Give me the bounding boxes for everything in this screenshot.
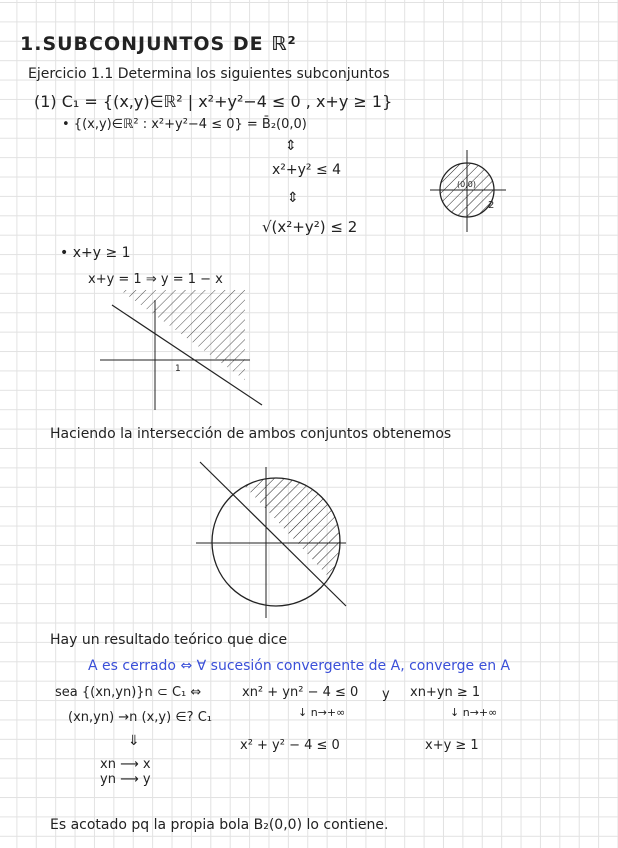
sequence-condition-2: xn+yn ≥ 1 bbox=[410, 685, 481, 700]
theorem-statement: A es cerrado ⇔ ∀ sucesión convergente de A, converge en A bbox=[88, 658, 511, 674]
limit-label: n→+∞ bbox=[462, 706, 498, 719]
limit-statement: (xn,yn) →n (x,y) ∈? C₁ bbox=[68, 710, 212, 725]
limit-result-2: x+y ≥ 1 bbox=[425, 738, 479, 753]
circle-center-label: (0,0) bbox=[457, 180, 476, 189]
limit-arrow-1: ↓ n→+∞ bbox=[298, 706, 346, 719]
ball-definition: • {(x,y)∈ℝ² : x²+y²−4 ≤ 0} = B̄₂(0,0) bbox=[62, 117, 307, 132]
intersection-text: Haciendo la intersección de ambos conjuntos obtenemos bbox=[50, 426, 452, 442]
yn-limit: yn ⟶ y bbox=[100, 772, 151, 787]
half-plane-sketch bbox=[100, 290, 262, 410]
set-definition: (1) C₁ = {(x,y)∈ℝ² | x²+y²−4 ≤ 0 , x+y ≥ 1} bbox=[34, 92, 393, 111]
inequality-squared: x²+y² ≤ 4 bbox=[272, 162, 342, 178]
limit-label: n→+∞ bbox=[310, 706, 346, 719]
exercise-heading: Ejercicio 1.1 Determina los siguientes subconjuntos bbox=[28, 66, 390, 82]
bounded-statement: Es acotado pq la propia bola B₂(0,0) lo contiene. bbox=[50, 817, 389, 833]
limit-result-1: x² + y² − 4 ≤ 0 bbox=[240, 738, 340, 753]
implies-arrow: ⇓ bbox=[128, 733, 140, 749]
page-title: 1.SUBCONJUNTOS DE ℝ² bbox=[20, 33, 297, 55]
circle-sketch bbox=[430, 150, 506, 232]
axis-tick-label: 1 bbox=[175, 364, 181, 374]
circle-radius-label: 2 bbox=[488, 200, 495, 211]
equivalence-symbol: ⇕ bbox=[285, 138, 297, 154]
conjunction: y bbox=[382, 687, 390, 702]
half-plane-condition: • x+y ≥ 1 bbox=[60, 245, 131, 261]
equivalence-symbol: ⇕ bbox=[287, 190, 299, 206]
inequality-root: √(x²+y²) ≤ 2 bbox=[262, 218, 358, 236]
limit-arrow-2: ↓ n→+∞ bbox=[450, 706, 498, 719]
line-equation: x+y = 1 ⇒ y = 1 − x bbox=[88, 272, 223, 287]
intersection-sketch bbox=[196, 462, 350, 618]
sequence-definition: sea {(xn,yn)}n ⊂ C₁ ⇔ bbox=[55, 685, 202, 700]
theorem-intro: Hay un resultado teórico que dice bbox=[50, 632, 288, 648]
sequence-condition-1: xn² + yn² − 4 ≤ 0 bbox=[242, 685, 359, 700]
xn-limit: xn ⟶ x bbox=[100, 757, 151, 772]
